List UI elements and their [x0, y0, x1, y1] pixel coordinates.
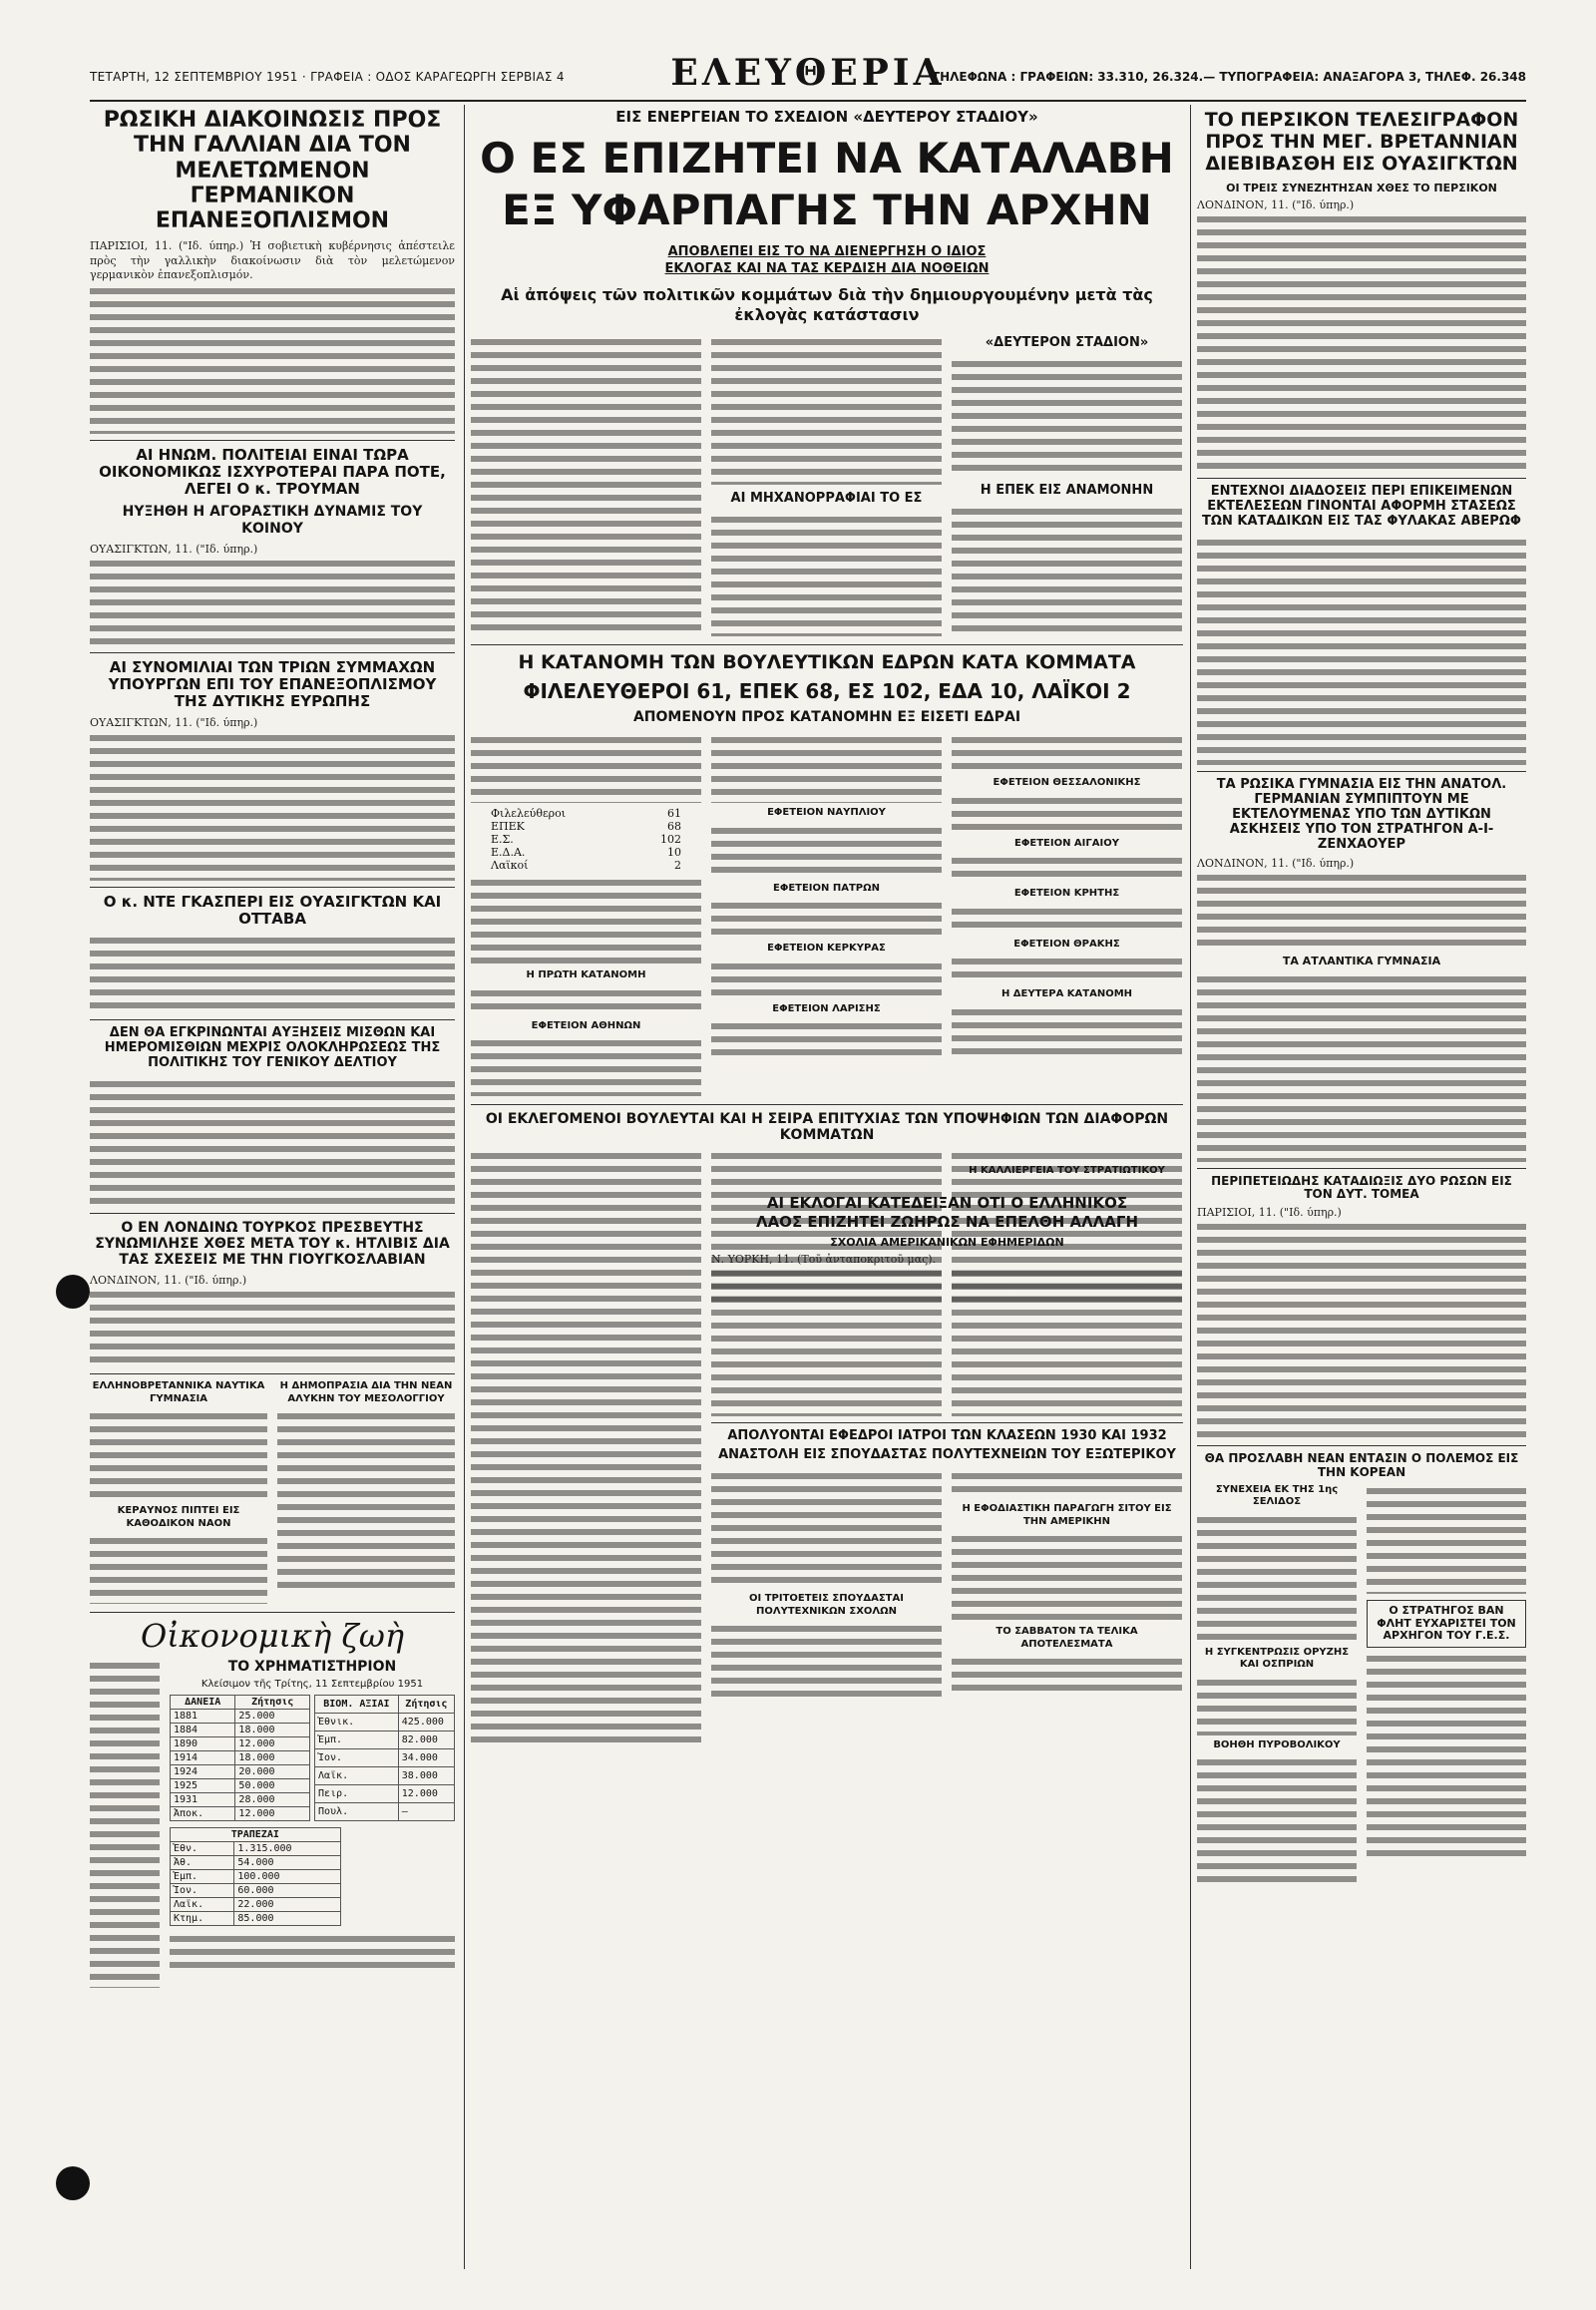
lead-body-col3b: [952, 505, 1182, 634]
seats-col2-b: [711, 899, 942, 939]
article-persian-body: [1197, 212, 1526, 472]
us-subheadline: ΣΧΟΛΙΑ ΑΜΕΡΙΚΑΝΙΚΩΝ ΕΦΗΜΕΡΙΔΩΝ: [830, 1235, 1064, 1249]
article-turkish-body: [90, 1288, 455, 1367]
seats-remaining: ΑΠΟΜΕΝΟΥΝ ΠΡΟΣ ΚΑΤΑΝΟΜΗΝ ΕΞ ΕΙΣΕΤΙ ΕΔΡΑΙ: [632, 709, 1021, 726]
doctors-headline: ΑΠΟΛΥΟΝΤΑΙ ΕΦΕΔΡΟΙ ΙΑΤΡΟΙ ΤΩΝ ΚΛΑΣΕΩΝ 1930 ΚΑΙ 1932: [727, 1428, 1167, 1444]
headline-wages: ΔΕΝ ΘΑ ΕΓΚΡΙΝΩΝΤΑΙ ΑΥΞΗΣΕΙΣ ΜΙΣΘΩΝ ΚΑΙ ΗΜΕΡΟΜΙΣΘΙΩΝ ΜΕΧΡΙΣ ΟΛΟΚΛΗΡΩΣΕΩΣ ΤΗΣ ΠΟΛΙΤΙΚΗΣ ΤΟΥ ΓΕΝΙΚΟΥ ΔΕΛΤΙΟΥ: [104, 1025, 441, 1070]
lead-body-col3: [952, 357, 1182, 477]
column-rule-right: [1190, 105, 1191, 2269]
seats-col3-top: [952, 733, 1182, 773]
article-soviet-dateline: ΠΑΡΙΣΙΟΙ, 11. ("Ιδ. ύπηρ.) Ἡ σοβιετικὴ κυβέρνησις ἀπέστειλε πρὸς τὴν γαλλικὴν διακοίνωσιν διὰ τὸν μελετώμενον γερμανικὸν ἐπανεξοπλισμόν.: [90, 239, 455, 281]
subheadline-truman: ΗΥΞΗΘΗ Η ΑΓΟΡΑΣΤΙΚΗ ΔΥΝΑΜΙΣ ΤΟΥ ΚΟΙΝΟΥ: [122, 504, 423, 537]
elected-headline: ΟΙ ΕΚΛΕΓΟΜΕΝΟΙ ΒΟΥΛΕΥΤΑΙ ΚΑΙ Η ΣΕΙΡΑ ΕΠΙΤΥΧΙΑΣ ΤΩΝ ΥΠΟΨΗΦΙΩΝ ΤΩΝ ΔΙΑΦΟΡΩΝ ΚΟΜΜΑΤΩΝ: [485, 1111, 1169, 1144]
masthead: [90, 52, 1526, 102]
us-body-col2: [952, 1267, 1182, 1416]
punch-hole-bottom: [56, 2166, 90, 2200]
finance-column-text: [90, 1659, 160, 1988]
seats-sub-thessaloniki: ΕΦΕΤΕΙΟΝ ΘΕΣΣΑΛΟΝΙΚΗΣ: [993, 777, 1141, 789]
article-korea-body: [1197, 1513, 1357, 1643]
banks-table: ΤΡΑΠΕΖΑΙ Ἐθν. 1.315.000 Ἀθ. 54.000 Ἐμπ. 100.000 Ἰον. 60.000 Λαϊκ. 22.000 Κτημ. 85.000: [170, 1827, 341, 1926]
article-allies-body: [90, 731, 455, 881]
left-column: [90, 106, 455, 2260]
column-rule-left: [464, 105, 465, 2269]
seats-text-4: [471, 1036, 701, 1096]
seats-sub-crete: ΕΦΕΤΕΙΟΝ ΚΡΗΤΗΣ: [1013, 888, 1120, 900]
seats-col2-c: [711, 960, 942, 999]
masthead-date-address: ΤΕΤΑΡΤΗ, 12 ΣΕΠΤΕΜΒΡΙΟΥ 1951 · ΓΡΑΦΕΙΑ : ΟΔΟΣ ΚΑΡΑΓΕΩΡΓΗ ΣΕΡΒΙΑΣ 4: [90, 70, 565, 84]
article-two-russians-body: [1197, 1220, 1526, 1439]
headline-salt-auction: Η ΔΗΜΟΠΡΑΣΙΑ ΔΙΑ ΤΗΝ ΝΕΑΝ ΑΛΥΚΗΝ ΤΟΥ ΜΕΣΟΛΟΓΓΙΟΥ: [279, 1380, 453, 1404]
center-section: [471, 106, 1183, 2260]
us-headline-line1: ΑΙ ΕΚΛΟΓΑΙ ΚΑΤΕΔΕΙΞΑΝ ΟΤΙ Ο ΕΛΛΗΝΙΚΟΣ: [766, 1194, 1128, 1212]
seats-col2-d: [711, 1019, 942, 1059]
seats-sub-aegean: ΕΦΕΤΕΙΟΝ ΑΙΓΑΙΟΥ: [1014, 837, 1119, 849]
lead-deck-line2: ΕΚΛΟΓΑΣ ΚΑΙ ΝΑ ΤΑΣ ΚΕΡΔΙΣΗ ΔΙΑ ΝΟΘΕΙΩΝ: [664, 260, 990, 276]
headline-lightning: ΚΕΡΑΥΝΟΣ ΠΙΠΤΕΙ ΕΙΣ ΚΑΘΟΔΙΚΟΝ ΝΑΟΝ: [117, 1505, 240, 1529]
seats-sub-corfu: ΕΦΕΤΕΙΟΝ ΚΕΡΚΥΡΑΣ: [767, 943, 886, 955]
headline-turkish-ambassador: Ο ΕΝ ΛΟΝΔΙΝΩ ΤΟΥΡΚΟΣ ΠΡΕΣΒΕΥΤΗΣ ΣΥΝΩΜΙΛΗΣΕ ΧΘΕΣ ΜΕΤΑ ΤΟΥ κ. ΗΤΛΙΒΙΣ ΔΙΑ ΤΑΣ ΣΧΕΣΕΙΣ ΜΕ ΤΗΝ ΓΙΟΥΓΚΟΣΛΑΒΙΑΝ: [95, 1219, 450, 1269]
article-wages-body: [90, 1077, 455, 1207]
seats-col3-a: [952, 794, 1182, 834]
doctors-subheadline: ΑΝΑΣΤΟΛΗ ΕΙΣ ΣΠΟΥΔΑΣΤΑΣ ΠΟΛΥΤΕΧΝΕΙΩΝ ΤΟΥ ΕΞΩΤΕΡΙΚΟΥ: [718, 1447, 1176, 1463]
seats-sub-athens: ΕΦΕΤΕΙΟΝ ΑΘΗΝΩΝ: [531, 1019, 641, 1031]
finance-section-title: Οἰκονομικὴ ζωὴ: [140, 1617, 405, 1656]
seats-headline: Η ΚΑΤΑΝΟΜΗ ΤΩΝ ΒΟΥΛΕΥΤΙΚΩΝ ΕΔΡΩΝ ΚΑΤΑ ΚΟΜΜΑΤΑ: [518, 651, 1136, 674]
headline-soviet-note: ΡΩΣΙΚΗ ΔΙΑΚΟΙΝΩΣΙΣ ΠΡΟΣ ΤΗΝ ΓΑΛΛΙΑΝ ΔΙΑ ΤΟΝ ΜΕΛΕΤΩΜΕΝΟΝ ΓΕΡΜΑΝΙΚΟΝ ΕΠΑΝΕΞΟΠΛΙΣΜΟΝ: [103, 108, 442, 234]
industrial-shares-table: ΒΙΟΜ. ΑΞΙΑΙ Ζήτησις Ἐθνικ. 425.000 Ἐμπ. 82.000 Ἰον. 34.000 Λαϊκ. 38.000 Πειρ. 12.000 Πουλ. —: [314, 1695, 455, 1821]
stock-exchange-title: ΤΟ ΧΡΗΜΑΤΙΣΤΗΡΙΟΝ: [227, 1659, 397, 1676]
seats-sub-nafplio: ΕΦΕΤΕΙΟΝ ΝΑΥΠΛΙΟΥ: [767, 807, 886, 819]
stock-exchange-date: Κλείσιμον τῆς Τρίτης, 11 Σεπτεμβρίου 1951: [200, 1678, 424, 1690]
headline-russian-exercises: ΤΑ ΡΩΣΙΚΑ ΓΥΜΝΑΣΙΑ ΕΙΣ ΤΗΝ ΑΝΑΤΟΛ. ΓΕΡΜΑΝΙΑΝ ΣΥΜΠΙΠΤΟΥΝ ΜΕ ΕΚΤΕΛΟΥΜΕΝΑΣ ΥΠΟ ΤΩΝ ΔΥΤΙΚΩΝ ΑΣΚΗΣΕΙΣ ΥΠΟ ΤΟΝ ΣΤΡΑΤΗΓΟΝ Α-Ι-ΖΕΝΧΑΟΥΕΡ: [1216, 777, 1507, 852]
seats-col3-d: [952, 955, 1182, 984]
article-averof-body: [1197, 536, 1526, 765]
loans-table: ΔΑΝΕΙΑ Ζήτησις 1881 25.000 1884 18.000 1890 12.000 1914 18.000 1924 20.000 1925 50.000 1931 28.000 Ἀποκ. 12.000: [170, 1695, 310, 1821]
headline-korea: ΘΑ ΠΡΟΣΛΑΒΗ ΝΕΑΝ ΕΝΤΑΣΙΝ Ο ΠΟΛΕΜΟΣ ΕΙΣ ΤΗΝ ΚΟΡΕΑΝ: [1204, 1451, 1519, 1480]
doctors-body: [711, 1469, 942, 1589]
wheat-body: [952, 1469, 1182, 1499]
seats-col2-top: [711, 733, 942, 803]
punch-hole-top: [56, 1275, 90, 1309]
article-atlantic-body: [1197, 972, 1526, 1162]
right-column: [1197, 106, 1526, 2260]
lead-sub-second-stage: «ΔΕΥΤΕΡΟΝ ΣΤΑΔΙΟΝ»: [985, 334, 1149, 350]
doctors-sub-students: ΟΙ ΤΡΙΤΟΕΤΕΙΣ ΣΠΟΥΔΑΣΤΑΙ ΠΟΛΥΤΕΧΝΙΚΩΝ ΣΧΟΛΩΝ: [749, 1593, 904, 1617]
headline-naval-exercises: ΕΛΛΗΝΟΒΡΕΤΑΝΝΙΚΑ ΝΑΥΤΙΚΑ ΓΥΜΝΑΣΙΑ: [92, 1380, 265, 1404]
lead-sub-epek: Η ΕΠΕΚ ΕΙΣ ΑΝΑΜΟΝΗΝ: [980, 483, 1154, 499]
article-truman-dateline: ΟΥΑΣΙΓΚΤΩΝ, 11. ("Ιδ. ύπηρ.): [90, 542, 258, 556]
seats-col3-b: [952, 854, 1182, 884]
headline-truman: ΑΙ ΗΝΩΜ. ΠΟΛΙΤΕΙΑΙ ΕΙΝΑΙ ΤΩΡΑ ΟΙΚΟΝΟΜΙΚΩΣ ΙΣΧΥΡΟΤΕΡΑΙ ΠΑΡΑ ΠΟΤΕ, ΛΕΓΕΙ Ο κ. ΤΡΟΥΜΑΝ: [99, 445, 446, 499]
article-korea-body-2: [1367, 1484, 1526, 1594]
lead-deck-line3: Αἱ ἀπόψεις τῶν πολιτικῶν κομμάτων διὰ τὴν δημιουργουμένην μετὰ τὰς ἐκλογὰς κατάστασιν: [501, 284, 1153, 324]
seats-sub-larissa: ΕΦΕΤΕΙΟΝ ΛΑΡΙΣΗΣ: [772, 1002, 881, 1014]
seats-result: ΦΙΛΕΛΕΥΘΕΡΟΙ 61, ΕΠΕΚ 68, ΕΣ 102, ΕΔΑ 10, ΛΑΪΚΟΙ 2: [523, 679, 1131, 704]
headline-persian-ultimatum: ΤΟ ΠΕΡΣΙΚΟΝ ΤΕΛΕΣΙΓΡΑΦΟΝ ΠΡΟΣ ΤΗΝ ΜΕΓ. ΒΡΕΤΑΝΝΙΑΝ ΔΙΕΒΙΒΑΣΘΗ ΕΙΣ ΟΥΑΣΙΓΚΤΩΝ: [1204, 109, 1519, 175]
military-block: [952, 1165, 1182, 1178]
seats-sub-patras: ΕΦΕΤΕΙΟΝ ΠΑΤΡΩΝ: [772, 882, 881, 894]
seats-col2-a: [711, 824, 942, 879]
seats-tally: Φιλελεύθεροι 61 ΕΠΕΚ 68 Ε.Σ. 102 Ε.Δ.Α. 10 Λαϊκοί 2: [491, 807, 681, 873]
lead-body-col2b: [711, 513, 942, 636]
article-lightning-body: [90, 1534, 267, 1604]
headline-averof-prison: ΕΝΤΕΧΝΟΙ ΔΙΑΔΟΣΕΙΣ ΠΕΡΙ ΕΠΙΚΕΙΜΕΝΩΝ ΕΚΤΕΛΕΣΕΩΝ ΓΙΝΟΝΤΑΙ ΑΦΟΡΜΗ ΣΤΑΣΕΩΣ ΤΩΝ ΚΑΤΑΔΙΚΩΝ ΕΙΣ ΤΑΣ ΦΥΛΑΚΑΣ ΑΒΕΡΩΦ: [1202, 484, 1521, 530]
masthead-phones: ΤΗΛΕΦΩΝΑ : ΓΡΑΦΕΙΩΝ: 33.310, 26.324.— ΤΥΠΟΓΡΑΦΕΙΑ: ΑΝΑΞΑΓΟΡΑ 3, ΤΗΛΕΦ. 26.348: [931, 70, 1526, 84]
seats-sub-thrace: ΕΦΕΤΕΙΟΝ ΘΡΑΚΗΣ: [1013, 938, 1120, 950]
article-turkish-dateline: ΛΟΝΔΙΝΟΝ, 11. ("Ιδ. ύπηρ.): [90, 1274, 247, 1288]
lead-body-col1: [471, 335, 701, 634]
article-two-russians-dateline: ΠΑΡΙΣΙΟΙ, 11. ("Ιδ. ύπηρ.): [1197, 1206, 1342, 1220]
elected-col1: [471, 1149, 701, 1747]
saturday-body: [952, 1655, 1182, 1695]
article-rice-body: [1197, 1676, 1357, 1735]
newspaper-title: ΕΛΕΥΘΕΡΙΑ: [670, 52, 946, 94]
article-truman-body: [90, 557, 455, 646]
finance-notes: [170, 1932, 455, 1972]
article-persian-dateline: ΛΟΝΔΙΝΟΝ, 11. ("Ιδ. ύπηρ.): [1197, 198, 1355, 212]
seats-sub-second: Η ΔΕΥΤΕΡΑ ΚΑΤΑΝΟΜΗ: [1000, 988, 1133, 1000]
saturday-results: ΤΟ ΣΑΒΒΑΤΟΝ ΤΑ ΤΕΛΙΚΑ ΑΠΟΤΕΛΕΣΜΑΤΑ: [996, 1626, 1138, 1650]
seats-col3-e: [952, 1005, 1182, 1055]
article-salt-body: [277, 1409, 455, 1594]
subheadline-korea-continued: ΣΥΝΕΧΕΙΑ ΕΚ ΤΗΣ 1ης ΣΕΛΙΔΟΣ: [1215, 1483, 1339, 1508]
us-commentary: [711, 1195, 1183, 1702]
lead-sub-machinations: ΑΙ ΜΗΧΑΝΟΡΡΑΦΙΑΙ ΤΟ ΕΣ: [730, 490, 923, 506]
article-artillery-body: [1197, 1755, 1357, 1885]
seats-sub-first: Η ΠΡΩΤΗ ΚΑΤΑΝΟΜΗ: [526, 969, 646, 981]
subheadline-artillery: ΒΟΗΘΗ ΠΥΡΟΒΟΛΙΚΟΥ: [1213, 1738, 1341, 1750]
headline-two-russians: ΠΕΡΙΠΕΤΕΙΩΔΗΣ ΚΑΤΑΔΙΩΞΙΣ ΔΥΟ ΡΩΣΩΝ ΕΙΣ ΤΟΝ ΔΥΤ. ΤΟΜΕΑ: [1211, 1173, 1512, 1202]
us-body-col1: [711, 1267, 942, 1416]
subheadline-rice: Η ΣΥΓΚΕΝΤΡΩΣΙΣ ΟΡΥΖΗΣ ΚΑΙ ΟΣΠΡΙΩΝ: [1204, 1646, 1350, 1671]
lead-kicker: ΕΙΣ ΕΝΕΡΓΕΙΑΝ ΤΟ ΣΧΕΔΙΟΝ «ΔΕΥΤΕΡΟΥ ΣΤΑΔΙΟΥ»: [615, 108, 1038, 126]
article-soviet-body: [90, 284, 455, 434]
seats-intro-text: [471, 733, 701, 803]
wheat-body-2: [952, 1532, 1182, 1622]
us-dateline: Ν. ΥΟΡΚΗ, 11. (Τοῦ ἀνταποκριτοῦ μας).: [711, 1253, 937, 1267]
doctors-body-2: [711, 1622, 942, 1702]
headline-van-fleet: Ο ΣΤΡΑΤΗΓΟΣ ΒΑΝ ΦΛΗΤ ΕΥΧΑΡΙΣΤΕΙ ΤΟΝ ΑΡΧΗΓΟΝ ΤΟΥ Γ.Ε.Σ.: [1377, 1603, 1516, 1643]
wheat-headline: Η ΕΦΟΔΙΑΣΤΙΚΗ ΠΑΡΑΓΩΓΗ ΣΙΤΟΥ ΕΙΣ ΤΗΝ ΑΜΕΡΙΚΗΝ: [962, 1503, 1172, 1527]
article-russian-body: [1197, 871, 1526, 951]
us-headline-line2: ΛΑΟΣ ΕΠΙΖΗΤΕΙ ΖΩΗΡΩΣ ΝΑ ΕΠΕΛΘΗ ΑΛΛΑΓΗ: [755, 1213, 1139, 1232]
subheadline-persian: ΟΙ ΤΡΕΙΣ ΣΥΝΕΖΗΤΗΣΑΝ ΧΘΕΣ ΤΟ ΠΕΡΣΙΚΟΝ: [1226, 181, 1497, 194]
military-cultivation-headline: Η ΚΑΛΛΙΕΡΓΕΙΑ ΤΟΥ ΣΤΡΑΤΙΩΤΙΚΟΥ: [969, 1165, 1165, 1176]
seats-col3-c: [952, 905, 1182, 935]
headline-three-allies: ΑΙ ΣΥΝΟΜΙΛΙΑΙ ΤΩΝ ΤΡΙΩΝ ΣΥΜΜΑΧΩΝ ΥΠΟΥΡΓΩΝ ΕΠΙ ΤΟΥ ΕΠΑΝΕΞΟΠΛΙΣΜΟΥ ΤΗΣ ΔΥΤΙΚΗΣ ΕΥΡΩΠΗΣ: [108, 657, 437, 711]
subheadline-atlantic: ΤΑ ΑΤΛΑΝΤΙΚΑ ΓΥΜΝΑΣΙΑ: [1282, 954, 1441, 967]
article-naval-body: [90, 1409, 267, 1499]
lead-headline-line1: Ο ΕΣ ΕΠΙΖΗΤΕΙ ΝΑ ΚΑΤΑΛΑΒΗ: [480, 133, 1174, 183]
article-russian-dateline: ΛΟΝΔΙΝΟΝ, 11. ("Ιδ. ύπηρ.): [1197, 856, 1355, 870]
article-van-fleet-body: [1367, 1652, 1526, 1861]
lead-deck-line1: ΑΠΟΒΛΕΠΕΙ ΕΙΣ ΤΟ ΝΑ ΔΙΕΝΕΡΓΗΣΗ Ο ΙΔΙΟΣ: [667, 244, 987, 260]
article-allies-dateline: ΟΥΑΣΙΓΚΤΩΝ, 11. ("Ιδ. ύπηρ.): [90, 716, 258, 730]
lead-body-col2: [711, 335, 942, 485]
seats-text-3: [471, 986, 701, 1016]
lead-headline-line2: ΕΞ ΥΦΑΡΠΑΓΗΣ ΤΗΝ ΑΡΧΗΝ: [502, 186, 1152, 235]
headline-de-gasperi: Ο κ. ΝΤΕ ΓΚΑΣΠΕΡΙ ΕΙΣ ΟΥΑΣΙΓΚΤΩΝ ΚΑΙ ΟΤΤΑΒΑ: [103, 892, 442, 928]
article-de-gasperi-body: [90, 934, 455, 1013]
seats-text-2: [471, 876, 701, 965]
